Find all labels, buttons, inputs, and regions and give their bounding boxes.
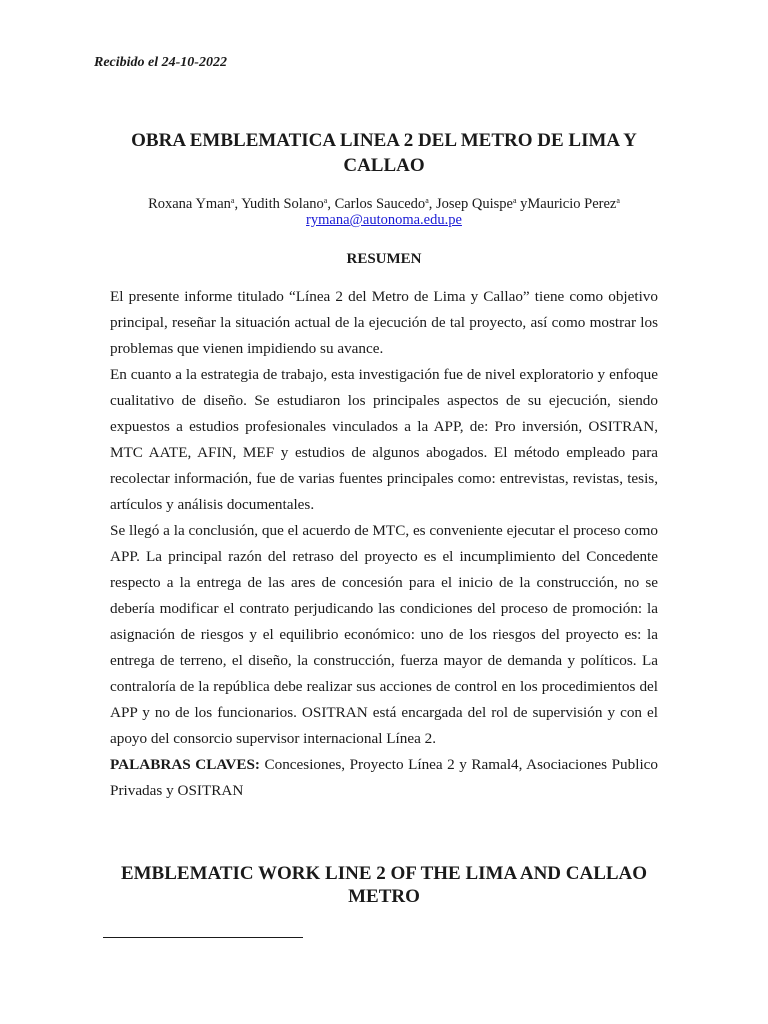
author-name: Carlos Saucedo: [334, 196, 426, 212]
received-date: Recibido el 24-10-2022: [94, 55, 227, 70]
abstract-body: [110, 284, 658, 804]
paper-title-spanish: OBRA EMBLEMATICA LINEA 2 DEL METRO DE LIMA Y CALLAO: [131, 130, 637, 176]
keywords-label: PALABRAS CLAVES:: [110, 756, 260, 773]
author-separator: ,: [428, 196, 436, 212]
author-name: Josep Quispe: [436, 196, 513, 212]
author-name: Mauricio Perez: [527, 196, 617, 212]
author-affiliation-mark: a: [425, 196, 429, 205]
author-affiliation-mark: a: [512, 196, 517, 205]
keywords-text: Concesiones, Proyecto Línea 2 y Ramal4, Asociaciones Publico Privadas y OSITRAN: [110, 756, 659, 799]
author-email-link[interactable]: rymana@autonoma.edu.pe: [306, 212, 462, 228]
abstract-heading: RESUMEN: [346, 251, 422, 267]
abstract-paragraph: En cuanto a la estrategia de trabajo, esta investigación fue de nivel exploratorio y enfoque cualitativo de diseño. Se estudiaron los principales aspectos de su ejecución, siendo expuestos a estudios profesionales vinculados a la APP, de: Pro inversión, OSITRAN, MTC AATE, AFIN, MEF y estudios de algunos abogados. El método empleado para recolectar información, fue de varias fuentes principales como: entrevistas, revistas, tesis, artículos y análisis documentales.: [110, 366, 658, 513]
author-separator: y: [516, 196, 528, 212]
author-affiliation-mark: a: [616, 196, 620, 205]
abstract-paragraph: Se llegó a la conclusión, que el acuerdo de MTC, es conveniente ejecutar el proceso como APP. La principal razón del retraso del proyecto es el incumplimiento del Concedente respecto a la entrega de las ares de concesión para el inicio de la construcción, no se debería modificar el contrato perjudicando las condiciones del proceso de promoción: la asignación de riesgos y el equilibrio económico: uno de los riesgos del proyecto es: la entrega de terreno, el diseño, la construcción, fuerza mayor de demanda y políticos. La contraloría de la república debe realizar sus acciones de control en los procedimientos del APP y no de los funcionarios. OSITRAN está encargada del rol de supervisión y con el apoyo del consorcio supervisor internacional Línea 2.: [110, 522, 658, 747]
author-separator: ,: [327, 196, 335, 212]
author-name: Roxana Yman: [148, 196, 231, 212]
author-affiliation-mark: a: [230, 196, 235, 205]
paper-title-english: EMBLEMATIC WORK LINE 2 OF THE LIMA AND CALLAO METRO: [120, 863, 648, 907]
author-affiliation-mark: a: [323, 196, 328, 205]
author-separator: ,: [234, 196, 242, 212]
keywords-paragraph: [110, 752, 658, 804]
author-list: [90, 192, 678, 213]
footnote-divider: [103, 937, 303, 938]
abstract-paragraph: El presente informe titulado “Línea 2 del Metro de Lima y Callao” tiene como objetivo principal, reseñar la situación actual de la ejecución de tal proyecto, así como mostrar los problemas que vienen impidiendo su avance.: [110, 288, 658, 357]
author-name: Yudith Solano: [241, 196, 324, 212]
